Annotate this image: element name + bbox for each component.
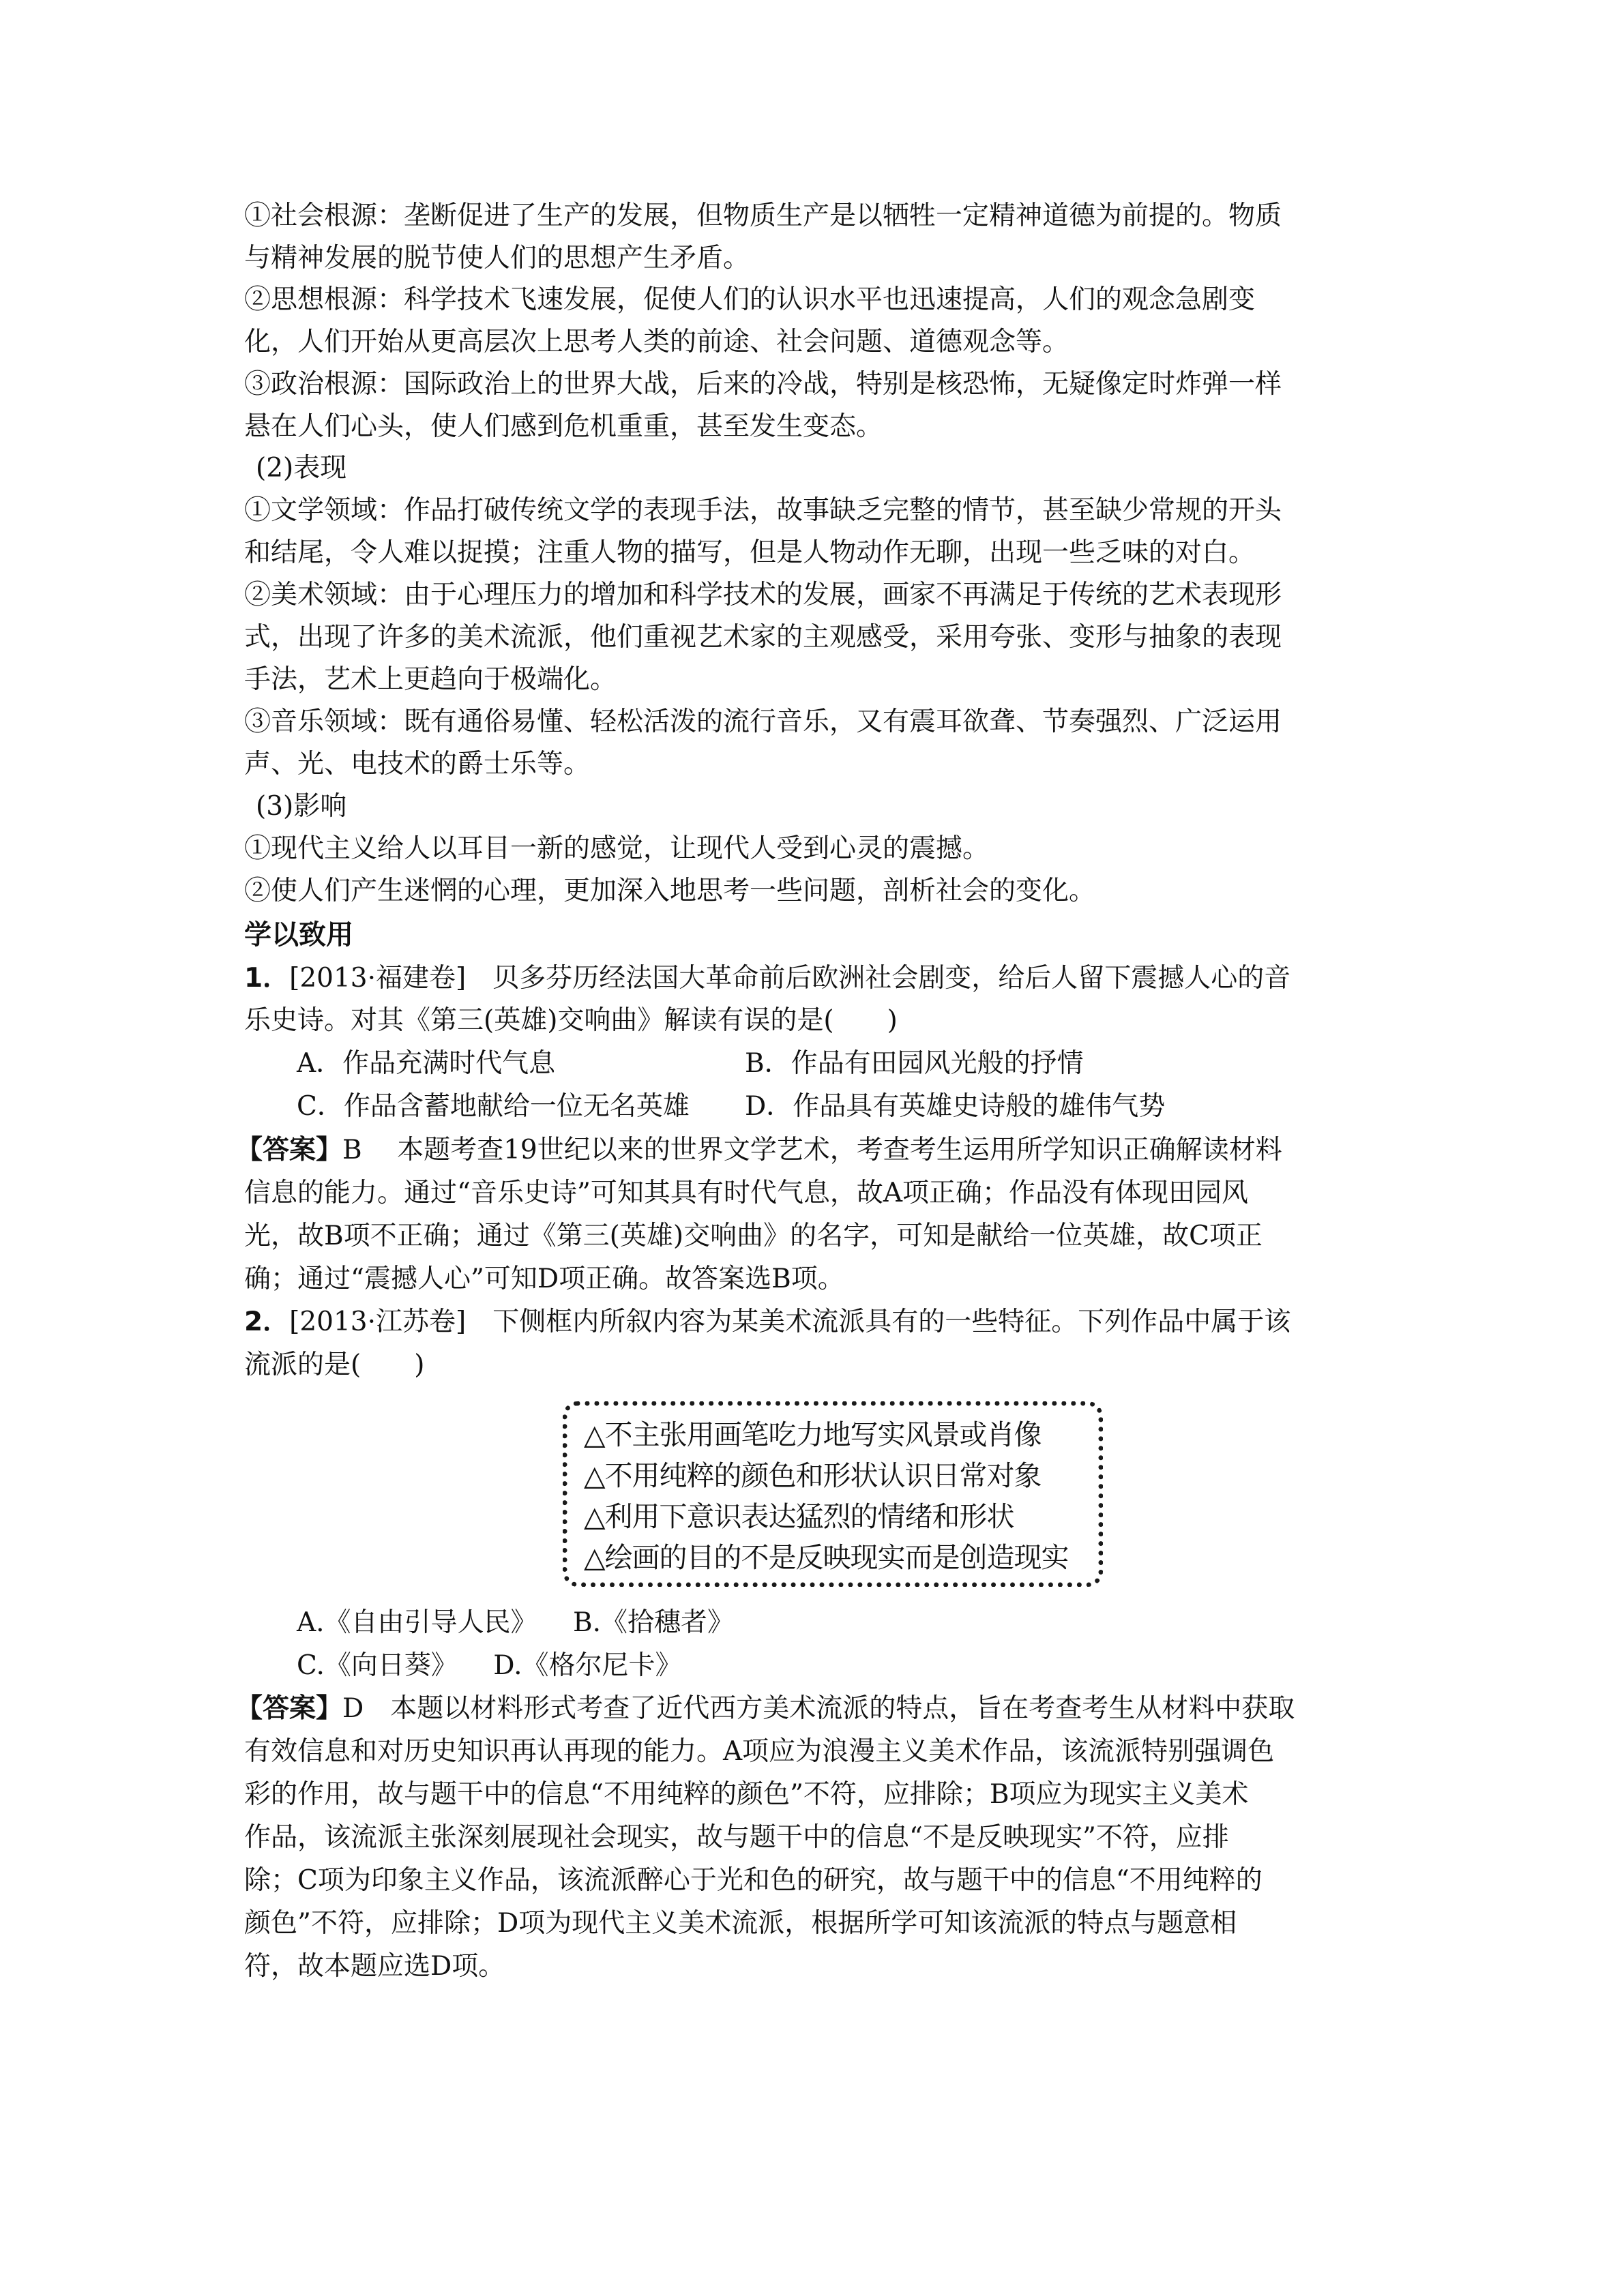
text-line: 符，故本题应选D项。 bbox=[244, 1951, 505, 1982]
q1-option-c: C．作品含蓄地献给一位无名英雄 bbox=[297, 1091, 690, 1122]
q1-option-b: B．作品有田园风光般的抒情 bbox=[745, 1048, 1084, 1079]
question-1-stem bbox=[244, 961, 1290, 996]
text-line: ②使人们产生迷惘的心理，更加深入地思考一些问题，剖析社会的变化。 bbox=[244, 876, 1096, 906]
box-line: △绘画的目的不是反映现实而是创造现实 bbox=[584, 1541, 1069, 1574]
answer-tag: 【答案】 bbox=[236, 1693, 343, 1724]
box-line: △不用纯粹的颜色和形状认识日常对象 bbox=[584, 1459, 1042, 1492]
text-line: 信息的能力。通过“音乐史诗”可知其具有时代气息，故A项正确；作品没有体现田园风 bbox=[244, 1178, 1249, 1208]
question-number: 1． bbox=[244, 963, 290, 994]
text-line: ②美术领域：由于心理压力的增加和科学技术的发展，画家不再满足于传统的艺术表现形 bbox=[244, 580, 1282, 610]
subheading-expression: (2)表现 bbox=[256, 453, 347, 483]
text-line: 颜色”不符，应排除；D项为现代主义美术流派，根据所学可知该流派的特点与题意相 bbox=[244, 1908, 1237, 1939]
text-line: ①社会根源：垄断促进了生产的发展，但物质生产是以牺牲一定精神道德为前提的。物质 bbox=[244, 200, 1282, 231]
text-line: 光，故B项不正确；通过《第三(英雄)交响曲》的名字，可知是献给一位英雄，故C项正 bbox=[244, 1221, 1263, 1251]
text-line: ①现代主义给人以耳目一新的感觉，让现代人受到心灵的震撼。 bbox=[244, 833, 990, 864]
box-line: △利用下意识表达猛烈的情绪和形状 bbox=[584, 1500, 1014, 1533]
text-line: 化，人们开始从更高层次上思考人类的前途、社会问题、道德观念等。 bbox=[244, 327, 1069, 357]
text-line: 和结尾，令人难以捉摸；注重人物的描写，但是人物动作无聊，出现一些乏味的对白。 bbox=[244, 537, 1256, 568]
text-line: 流派的是( ) bbox=[244, 1350, 425, 1380]
text-line: ②思想根源：科学技术飞速发展，促使人们的认识水平也迅速提高，人们的观念急剧变 bbox=[244, 284, 1256, 315]
q1-option-a: A．作品充满时代气息 bbox=[297, 1048, 556, 1079]
practice-heading: 学以致用 bbox=[244, 919, 353, 951]
answer-tag: 【答案】 bbox=[236, 1135, 343, 1165]
question-stem-text: [2013·福建卷] 贝多芬历经法国大革命前后欧洲社会剧变，给后人留下震撼人心的音 bbox=[289, 963, 1291, 994]
text-line: ①文学领域：作品打破传统文学的表现手法，故事缺乏完整的情节，甚至缺少常规的开头 bbox=[244, 495, 1282, 526]
text-line: 与精神发展的脱节使人们的思想产生矛盾。 bbox=[244, 243, 750, 273]
q2-option-d: D.《格尔尼卡》 bbox=[493, 1650, 682, 1681]
question-number: 2． bbox=[244, 1307, 290, 1337]
text-line: 除；C项为印象主义作品，该流派醉心于光和色的研究，故与题干中的信息“不用纯粹的 bbox=[244, 1865, 1263, 1896]
text-line: 式，出现了许多的美术流派，他们重视艺术家的主观感受，采用夸张、变形与抽象的表现 bbox=[244, 622, 1282, 653]
text-line: 彩的作用，故与题干中的信息“不用纯粹的颜色”不符，应排除；B项应为现实主义美术 bbox=[244, 1779, 1249, 1810]
q2-option-a: A.《自由引导人民》 bbox=[297, 1607, 537, 1638]
q2-option-c: C.《向日葵》 bbox=[297, 1650, 458, 1681]
q1-option-d: D．作品具有英雄史诗般的雄伟气势 bbox=[745, 1091, 1166, 1122]
text-line: 作品，该流派主张深刻展现社会现实，故与题干中的信息“不是反映现实”不符，应排 bbox=[244, 1822, 1229, 1853]
text-line: 乐史诗。对其《第三(英雄)交响曲》解读有误的是( ) bbox=[244, 1005, 898, 1036]
text-line: 手法，艺术上更趋向于极端化。 bbox=[244, 664, 617, 695]
text-line: 悬在人们心头，使人们感到危机重重，甚至发生变态。 bbox=[244, 411, 883, 442]
question-stem-text: [2013·江苏卷] 下侧框内所叙内容为某美术流派具有的一些特征。下列作品中属于该 bbox=[289, 1307, 1291, 1337]
q1-answer bbox=[236, 1133, 1282, 1167]
answer-text: B 本题考查19世纪以来的世界文学艺术，考查考生运用所学知识正确解读材料 bbox=[342, 1135, 1282, 1165]
q2-option-b: B.《拾穗者》 bbox=[572, 1607, 735, 1638]
text-line: 声、光、电技术的爵士乐等。 bbox=[244, 749, 591, 779]
answer-text: D 本题以材料形式考查了近代西方美术流派的特点，旨在考查考生从材料中获取 bbox=[342, 1693, 1295, 1724]
box-line: △不主张用画笔吃力地写实风景或肖像 bbox=[584, 1418, 1042, 1451]
question-2-stem bbox=[244, 1305, 1290, 1339]
text-line: ③政治根源：国际政治上的世界大战，后来的冷战，特别是核恐怖，无疑像定时炸弹一样 bbox=[244, 369, 1282, 400]
text-line: 有效信息和对历史知识再认再现的能力。A项应为浪漫主义美术作品，该流派特别强调色 bbox=[244, 1736, 1275, 1767]
subheading-influence: (3)影响 bbox=[256, 791, 347, 822]
text-line: ③音乐领域：既有通俗易懂、轻松活泼的流行音乐，又有震耳欲聋、节奏强烈、广泛运用 bbox=[244, 706, 1282, 737]
q2-options-row-2 bbox=[297, 1649, 682, 1683]
material-box bbox=[563, 1401, 1103, 1587]
q2-options-row-1 bbox=[297, 1606, 734, 1640]
text-line: 确；通过“震撼人心”可知D项正确。故答案选B项。 bbox=[244, 1264, 844, 1294]
q2-answer bbox=[236, 1692, 1295, 1726]
